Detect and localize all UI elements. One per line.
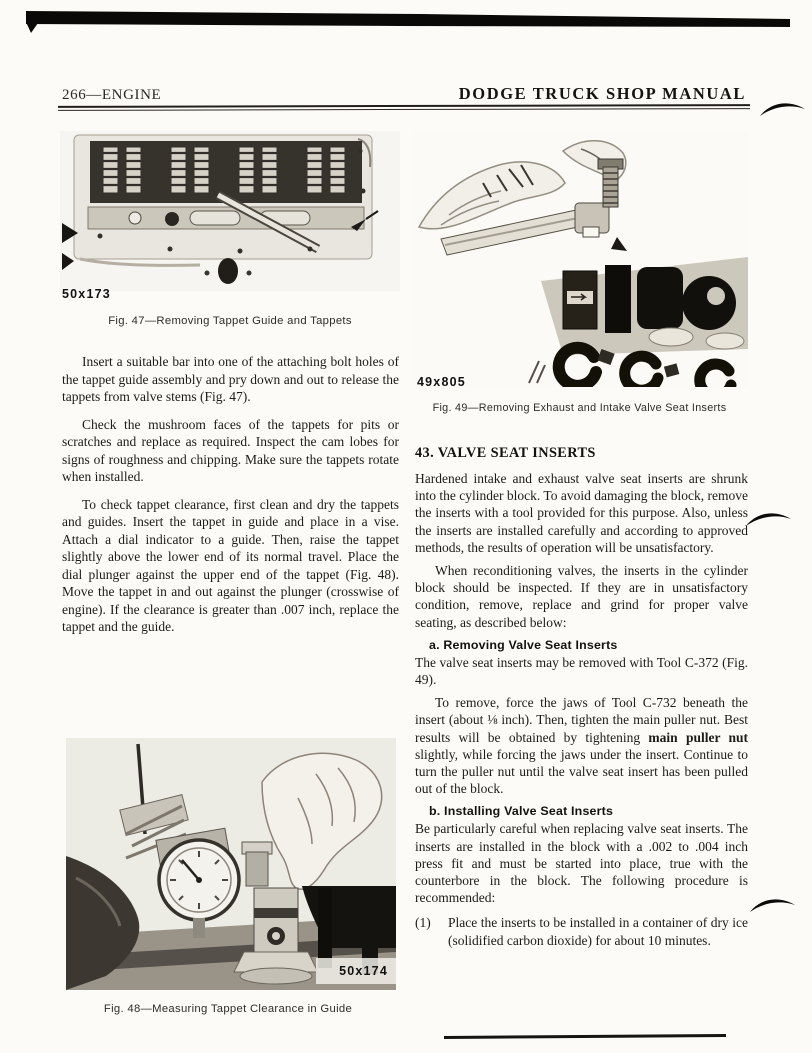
manual-title: DODGE TRUCK SHOP MANUAL xyxy=(458,84,746,103)
page-header xyxy=(62,84,746,104)
page-number-section: 266—ENGINE xyxy=(62,87,162,103)
figure-47-photo xyxy=(60,131,400,303)
figure-47-caption: Fig. 47—Removing Tappet Guide and Tappets xyxy=(108,315,352,327)
left-column-text xyxy=(62,353,399,646)
page-curl-mark xyxy=(744,508,796,532)
paragraph: Be particularly careful when replacing valve seat inserts. The inserts are installed in the block with a .002 to .004 inch press fit and must be started into place, true with the counterbore in the block. The following procedure is recommended: xyxy=(415,821,748,906)
numbered-step-1 xyxy=(415,914,748,948)
right-column-text xyxy=(415,445,748,949)
photo-id-label: 50x174 xyxy=(339,964,388,978)
figure-49-photo xyxy=(413,131,748,389)
step-number: (1) xyxy=(415,915,431,931)
page-curl-mark xyxy=(758,98,810,122)
emphasized-text: main puller nut xyxy=(648,729,748,745)
scan-edge-bar xyxy=(0,0,812,38)
photo-id-label: 50x173 xyxy=(62,287,111,301)
bottom-rule xyxy=(444,1034,726,1038)
subheading-removing-inserts: a. Removing Valve Seat Inserts xyxy=(429,637,618,652)
paragraph xyxy=(415,694,748,797)
paragraph: The valve seat inserts may be removed with Tool C-372 (Fig. 49). xyxy=(415,654,748,688)
figure-48-caption: Fig. 48—Measuring Tappet Clearance in Guide xyxy=(103,1003,353,1015)
section-heading-valve-seat-inserts: 43. VALVE SEAT INSERTS xyxy=(415,445,596,461)
header-rule xyxy=(58,104,750,111)
paragraph-text: To remove, force the jaws of Tool C-732 beneath the insert (about ⅛ inch). Then, tighten the main puller nut. Best results will be obtained by tightening xyxy=(415,695,748,745)
figure-48-photo xyxy=(66,738,396,990)
photo-id-label: 49x805 xyxy=(417,375,466,389)
subheading-installing-inserts: b. Installing Valve Seat Inserts xyxy=(429,804,614,819)
step-text: Place the inserts to be installed in a container of dry ice (solidified carbon dioxide) for about 10 minutes. xyxy=(448,915,748,948)
page-curl-mark xyxy=(748,894,800,918)
paragraph: Insert a suitable bar into one of the attaching bolt holes of the tappet guide assembly and pry down and out to release the tappets from valve stems (Fig. 47). xyxy=(62,354,399,404)
paragraph: Check the mushroom faces of the tappets for pits or scratches and replace as required. Inspect the cam lobes for signs of roughness and chipping. Make sure the tappets rotate when installed. xyxy=(62,416,399,484)
paragraph: Hardened intake and exhaust valve seat inserts are shrunk into the cylinder block. To avoid damaging the block, remove the inserts with a tool provided for this purpose. Also, unless the inserts are installed carefully and according to approved methods, the results of operation will be unsatisfactory. xyxy=(415,471,748,555)
paragraph: When reconditioning valves, the inserts in the cylinder block should be inspected. If they are in unsatisfactory condition, remove, replace and grind for proper valve seating, as described below: xyxy=(415,563,748,630)
paragraph-text: slightly, while forcing the jaws under the insert. Continue to turn the puller nut until the valve seat insert has been pulled out of the block. xyxy=(415,746,748,797)
figure-49-caption: Fig. 49—Removing Exhaust and Intake Valve Seat Inserts xyxy=(432,402,727,414)
paragraph: To check tappet clearance, first clean and dry the tappets and guides. Insert the tappet in guide and place in a vise. Attach a dial indicator to a guide. Then, raise the tappet slightly above the lower end of its normal travel. Place the dial plunger against the upper end of the tappet (Fig. 48). Move the tappet in and out against the plunger (crosswise of engine). If the clearance is greater than .007 inch, replace the tappet and the guide. xyxy=(62,496,399,634)
